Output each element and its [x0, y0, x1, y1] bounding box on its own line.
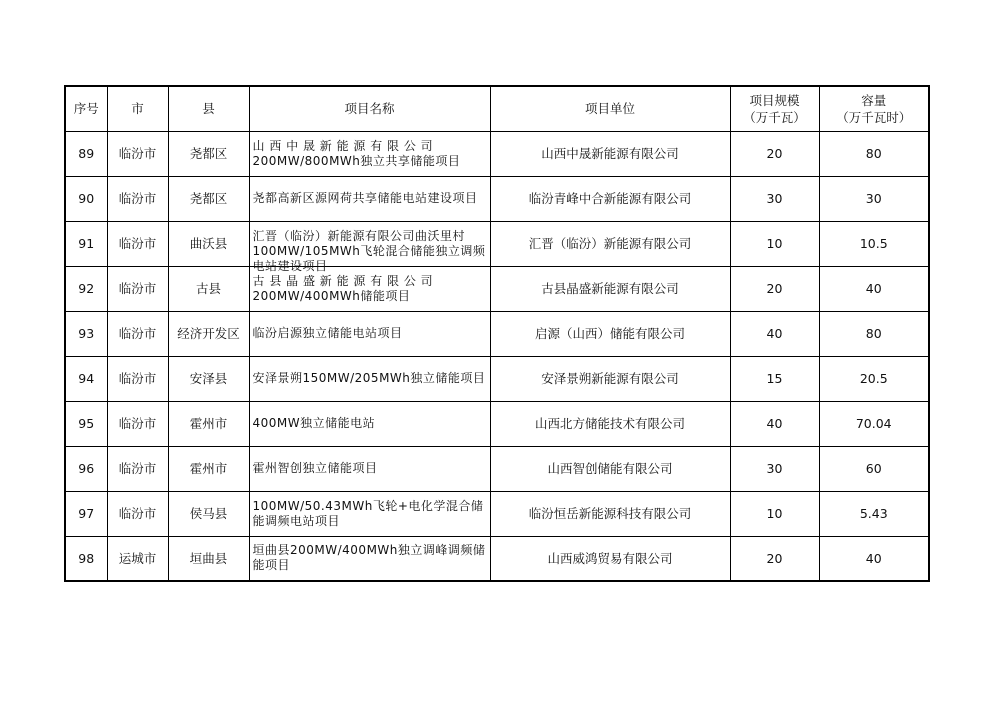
- cell-scale: 10: [730, 221, 819, 266]
- cell-scale: 40: [730, 401, 819, 446]
- header-capacity-line1: 容量: [861, 92, 887, 108]
- cell-project-unit: 临汾恒岳新能源科技有限公司: [490, 491, 730, 536]
- cell-seq: 98: [65, 536, 107, 581]
- cell-scale: 10: [730, 491, 819, 536]
- header-capacity-line2: （万千瓦时）: [836, 109, 912, 125]
- cell-county: 垣曲县: [168, 536, 249, 581]
- cell-project-name: [249, 311, 490, 356]
- cell-project-name: [249, 131, 490, 176]
- table-row: [65, 221, 929, 266]
- header-city: 市: [107, 86, 168, 131]
- cell-seq: 97: [65, 491, 107, 536]
- cell-capacity: 70.04: [819, 401, 929, 446]
- project-name-text: 垣曲县200MW/400MWh独立调峰调频储能项目: [252, 543, 486, 573]
- table-row: [65, 446, 929, 491]
- cell-county: 霍州市: [168, 401, 249, 446]
- project-name-text: 汇晋（临汾）新能源有限公司曲沃里村100MW/105MWh飞轮混合储能独立调频电站建设项目: [252, 228, 486, 273]
- cell-county: 曲沃县: [168, 221, 249, 266]
- cell-county: 霍州市: [168, 446, 249, 491]
- cell-city: 临汾市: [107, 221, 168, 266]
- table-row: [65, 491, 929, 536]
- cell-scale: 40: [730, 311, 819, 356]
- cell-scale: 30: [730, 176, 819, 221]
- cell-capacity: 5.43: [819, 491, 929, 536]
- cell-project-unit: 汇晋（临汾）新能源有限公司: [490, 221, 730, 266]
- cell-project-unit: 山西北方储能技术有限公司: [490, 401, 730, 446]
- project-name-text: 古 县 晶 盛 新 能 源 有 限 公 司 200MW/400MWh储能项目: [252, 273, 434, 303]
- header-scale: [730, 86, 819, 131]
- header-scale-line1: 项目规模: [749, 92, 800, 108]
- cell-capacity: 10.5: [819, 221, 929, 266]
- project-name-text: 400MW独立储能电站: [252, 416, 376, 430]
- header-scale-line2: （万千瓦）: [743, 109, 806, 125]
- table-row: [65, 131, 929, 176]
- project-name-text: 尧都高新区源网荷共享储能电站建设项目: [252, 191, 478, 205]
- project-name-text: 山 西 中 晟 新 能 源 有 限 公 司 200MW/800MWh独立共享储能项目: [252, 138, 461, 168]
- cell-city: 临汾市: [107, 131, 168, 176]
- header-seq: 序号: [65, 86, 107, 131]
- cell-capacity: 30: [819, 176, 929, 221]
- cell-project-name: [249, 536, 490, 581]
- cell-project-unit: 山西威鸿贸易有限公司: [490, 536, 730, 581]
- table-row: [65, 266, 929, 311]
- project-name-text: 临汾启源独立储能电站项目: [252, 326, 403, 340]
- cell-project-name: [249, 446, 490, 491]
- cell-county: 安泽县: [168, 356, 249, 401]
- cell-seq: 89: [65, 131, 107, 176]
- cell-capacity: 60: [819, 446, 929, 491]
- cell-scale: 20: [730, 536, 819, 581]
- cell-city: 临汾市: [107, 356, 168, 401]
- cell-city: 临汾市: [107, 401, 168, 446]
- project-name-text: 安泽景朔150MW/205MWh独立储能项目: [252, 371, 486, 385]
- table-row: [65, 401, 929, 446]
- cell-project-name: [249, 176, 490, 221]
- cell-city: 临汾市: [107, 491, 168, 536]
- cell-capacity: 80: [819, 311, 929, 356]
- cell-project-name: [249, 491, 490, 536]
- cell-seq: 93: [65, 311, 107, 356]
- project-table: [64, 85, 930, 582]
- cell-county: 尧都区: [168, 176, 249, 221]
- cell-project-unit: 山西中晟新能源有限公司: [490, 131, 730, 176]
- cell-capacity: 80: [819, 131, 929, 176]
- cell-project-name: [249, 401, 490, 446]
- cell-city: 临汾市: [107, 176, 168, 221]
- header-capacity: [819, 86, 929, 131]
- cell-project-name: [249, 221, 490, 273]
- cell-county: 尧都区: [168, 131, 249, 176]
- cell-capacity: 40: [819, 266, 929, 311]
- cell-seq: 94: [65, 356, 107, 401]
- cell-project-unit: 山西智创储能有限公司: [490, 446, 730, 491]
- cell-city: 运城市: [107, 536, 168, 581]
- header-county: 县: [168, 86, 249, 131]
- cell-county: 侯马县: [168, 491, 249, 536]
- cell-seq: 92: [65, 266, 107, 311]
- cell-project-unit: 古县晶盛新能源有限公司: [490, 266, 730, 311]
- cell-project-unit: 启源（山西）储能有限公司: [490, 311, 730, 356]
- table-row: [65, 311, 929, 356]
- cell-scale: 30: [730, 446, 819, 491]
- cell-city: 临汾市: [107, 446, 168, 491]
- cell-seq: 91: [65, 221, 107, 266]
- project-name-text: 100MW/50.43MWh飞轮+电化学混合储能调频电站项目: [252, 498, 484, 528]
- table-row: [65, 176, 929, 221]
- cell-scale: 20: [730, 131, 819, 176]
- header-project-unit: 项目单位: [490, 86, 730, 131]
- table-row: [65, 356, 929, 401]
- cell-city: 临汾市: [107, 266, 168, 311]
- cell-capacity: 40: [819, 536, 929, 581]
- header-project-name: 项目名称: [249, 86, 490, 131]
- cell-seq: 96: [65, 446, 107, 491]
- cell-city: 临汾市: [107, 311, 168, 356]
- cell-county: 经济开发区: [168, 311, 249, 356]
- table-row: [65, 536, 929, 581]
- cell-project-unit: 安泽景朔新能源有限公司: [490, 356, 730, 401]
- cell-scale: 20: [730, 266, 819, 311]
- cell-seq: 90: [65, 176, 107, 221]
- cell-project-name: [249, 356, 490, 401]
- cell-county: 古县: [168, 266, 249, 311]
- table-header-row: [65, 86, 929, 131]
- cell-scale: 15: [730, 356, 819, 401]
- cell-project-unit: 临汾青峰中合新能源有限公司: [490, 176, 730, 221]
- cell-seq: 95: [65, 401, 107, 446]
- project-name-text: 霍州智创独立储能项目: [252, 461, 378, 475]
- cell-capacity: 20.5: [819, 356, 929, 401]
